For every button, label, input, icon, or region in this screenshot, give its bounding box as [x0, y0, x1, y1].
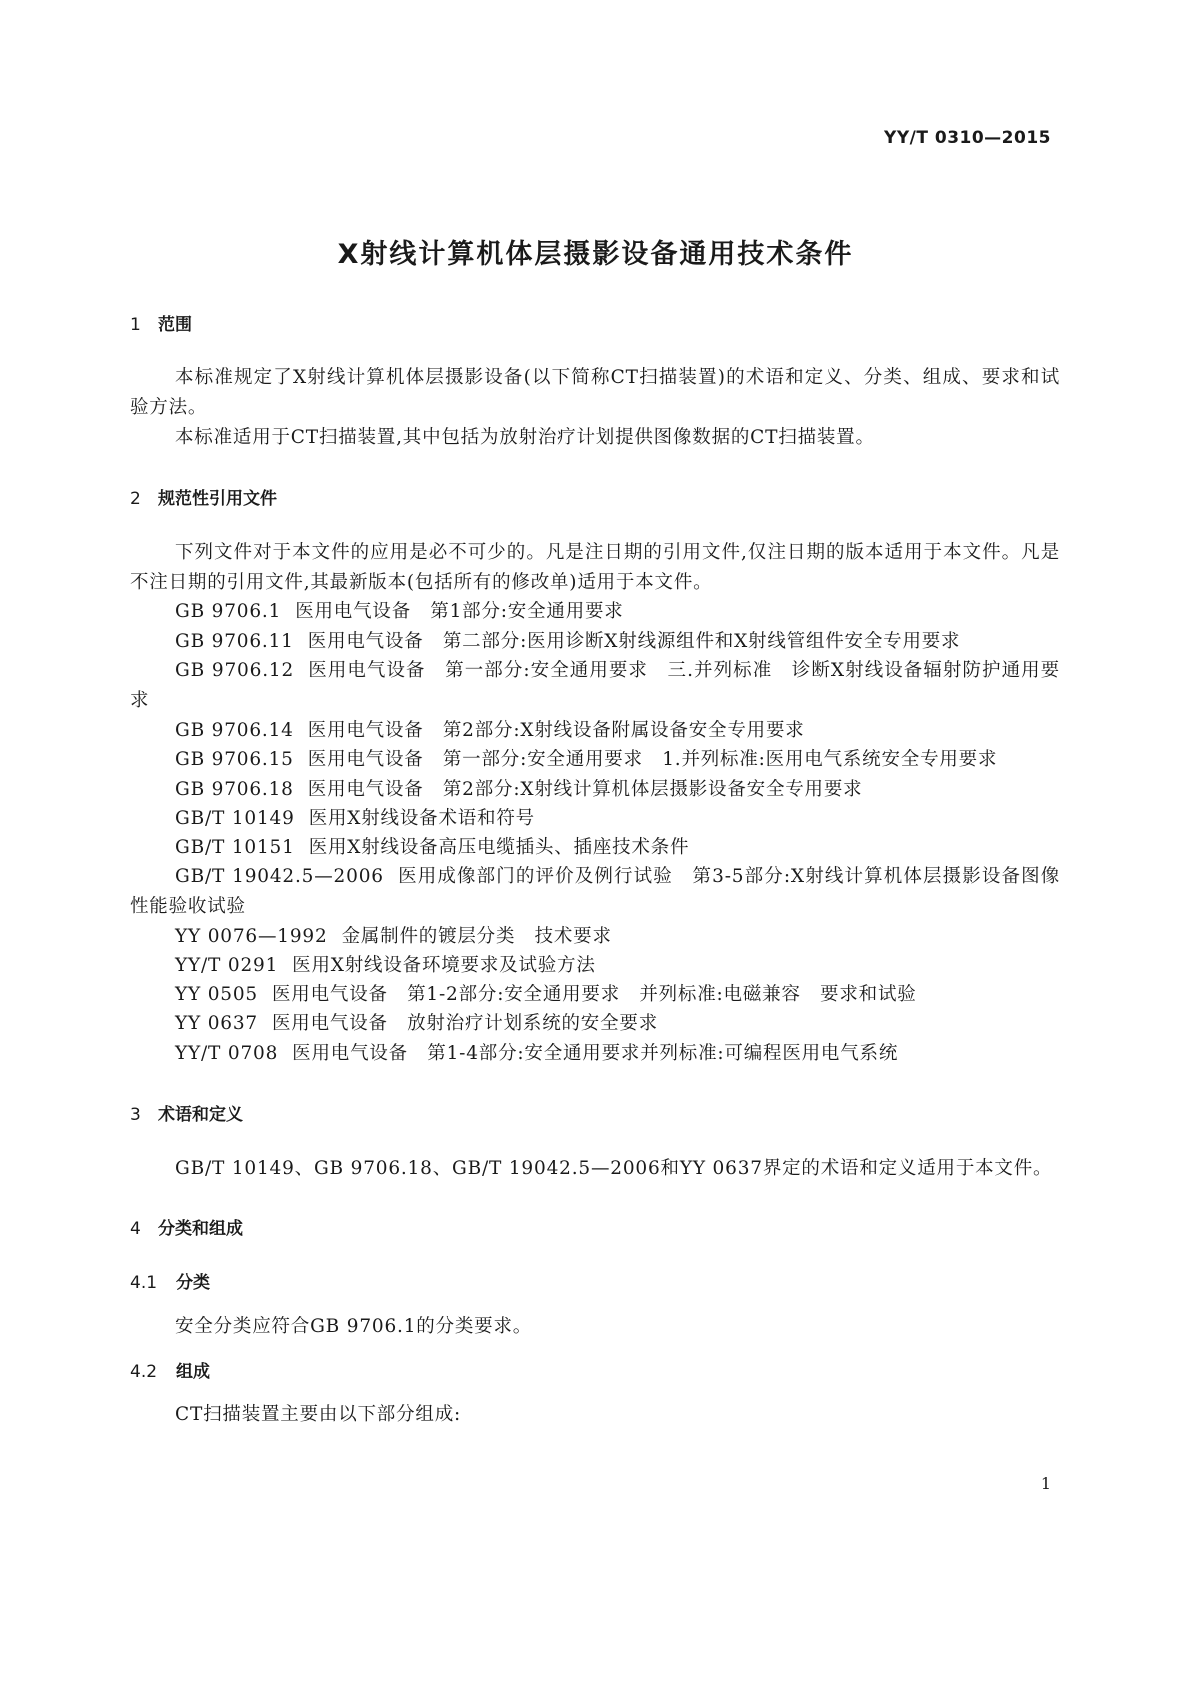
document-title: X射线计算机体层摄影设备通用技术条件 [337, 239, 854, 270]
section-number: 1 [130, 315, 141, 335]
reference-code: YY 0076—1992 [175, 926, 328, 947]
reference-item [175, 627, 960, 657]
reference-code: GB/T 10149 [175, 808, 295, 829]
reference-title: 医用电气设备 第1-2部分:安全通用要求 并列标准:电磁兼容 要求和试验 [272, 984, 917, 1005]
reference-title: 金属制件的镀层分类 技术要求 [341, 926, 612, 947]
section-title: 组成 [176, 1362, 210, 1382]
page-number: 1 [1040, 1474, 1051, 1493]
reference-item [175, 1039, 898, 1069]
section-title: 分类 [176, 1273, 210, 1293]
section-number: 4.1 [130, 1273, 158, 1293]
reference-item [175, 951, 596, 981]
reference-code: YY/T 0708 [175, 1043, 279, 1064]
reference-title: 医用X射线设备高压电缆插头、插座技术条件 [308, 837, 690, 858]
reference-code: GB 9706.15 [175, 749, 294, 770]
section-number: 2 [130, 489, 141, 509]
reference-title: 医用电气设备 放射治疗计划系统的安全要求 [272, 1013, 659, 1034]
section-number: 4.2 [130, 1362, 158, 1382]
section-4-2-heading [130, 1357, 210, 1382]
section-title: 范围 [158, 315, 192, 335]
reference-code: GB 9706.1 [175, 601, 282, 622]
reference-code: YY/T 0291 [175, 955, 279, 976]
reference-title: 医用电气设备 第二部分:医用诊断X射线源组件和X射线管组件安全专用要求 [307, 631, 961, 652]
reference-title: 医用X射线设备术语和符号 [308, 808, 535, 829]
reference-title: 医用成像部门的评价及例行试验 第3-5部分:X射线计算机体层摄影设备图像性能验收试验 [130, 866, 1061, 917]
reference-code: GB 9706.11 [175, 631, 294, 652]
reference-title: 医用电气设备 第2部分:X射线设备附属设备安全专用要求 [307, 720, 805, 741]
section-1-heading [130, 310, 192, 335]
reference-item [175, 775, 862, 805]
standard-code: YY/T 0310—2015 [884, 128, 1051, 148]
section-3-paragraph: GB/T 10149、GB 9706.18、GB/T 19042.5—2006和YY 0637界定的术语和定义适用于本文件。 [175, 1158, 1053, 1179]
reference-code: GB/T 10151 [175, 837, 295, 858]
section-1-paragraph-1: 本标准规定了X射线计算机体层摄影设备(以下简称CT扫描装置)的术语和定义、分类、组成、要求和试验方法。 [130, 367, 1060, 418]
section-1-paragraph-2: 本标准适用于CT扫描装置,其中包括为放射治疗计划提供图像数据的CT扫描装置。 [175, 427, 875, 448]
section-number: 3 [130, 1105, 141, 1125]
section-title: 术语和定义 [158, 1105, 243, 1125]
reference-code: YY 0637 [175, 1013, 258, 1034]
section-2-heading [130, 484, 277, 509]
reference-item [175, 980, 917, 1010]
reference-item [175, 922, 612, 952]
reference-code: GB/T 19042.5—2006 [175, 866, 384, 887]
reference-title: 医用电气设备 第2部分:X射线计算机体层摄影设备安全专用要求 [307, 779, 863, 800]
reference-item [175, 1009, 658, 1039]
section-3-heading [130, 1100, 243, 1125]
section-title: 分类和组成 [158, 1219, 243, 1239]
reference-item [175, 833, 689, 863]
section-2-intro: 下列文件对于本文件的应用是必不可少的。凡是注日期的引用文件,仅注日期的版本适用于本文件。凡是不注日期的引用文件,其最新版本(包括所有的修改单)适用于本文件。 [130, 542, 1060, 593]
reference-code: GB 9706.12 [175, 660, 295, 681]
reference-item [175, 804, 535, 834]
section-4-2-paragraph: CT扫描装置主要由以下部分组成: [175, 1404, 462, 1425]
reference-title: 医用电气设备 第一部分:安全通用要求 三.并列标准 诊断X射线设备辐射防护通用要求 [130, 660, 1060, 711]
section-title: 规范性引用文件 [158, 489, 277, 509]
reference-title: 医用电气设备 第一部分:安全通用要求 1.并列标准:医用电气系统安全专用要求 [307, 749, 998, 770]
reference-code: YY 0505 [175, 984, 258, 1005]
reference-item [175, 745, 997, 775]
reference-title: 医用X射线设备环境要求及试验方法 [292, 955, 596, 976]
reference-code: GB 9706.14 [175, 720, 294, 741]
section-4-1-heading [130, 1268, 210, 1293]
section-4-1-paragraph: 安全分类应符合GB 9706.1的分类要求。 [175, 1316, 533, 1337]
reference-title: 医用电气设备 第1-4部分:安全通用要求并列标准:可编程医用电气系统 [292, 1043, 899, 1064]
reference-code: GB 9706.18 [175, 779, 294, 800]
reference-item [130, 656, 1060, 716]
reference-item [175, 597, 624, 627]
reference-title: 医用电气设备 第1部分:安全通用要求 [295, 601, 624, 622]
section-4-heading [130, 1214, 243, 1239]
reference-item [130, 862, 1060, 922]
reference-item [175, 716, 805, 746]
section-number: 4 [130, 1219, 141, 1239]
